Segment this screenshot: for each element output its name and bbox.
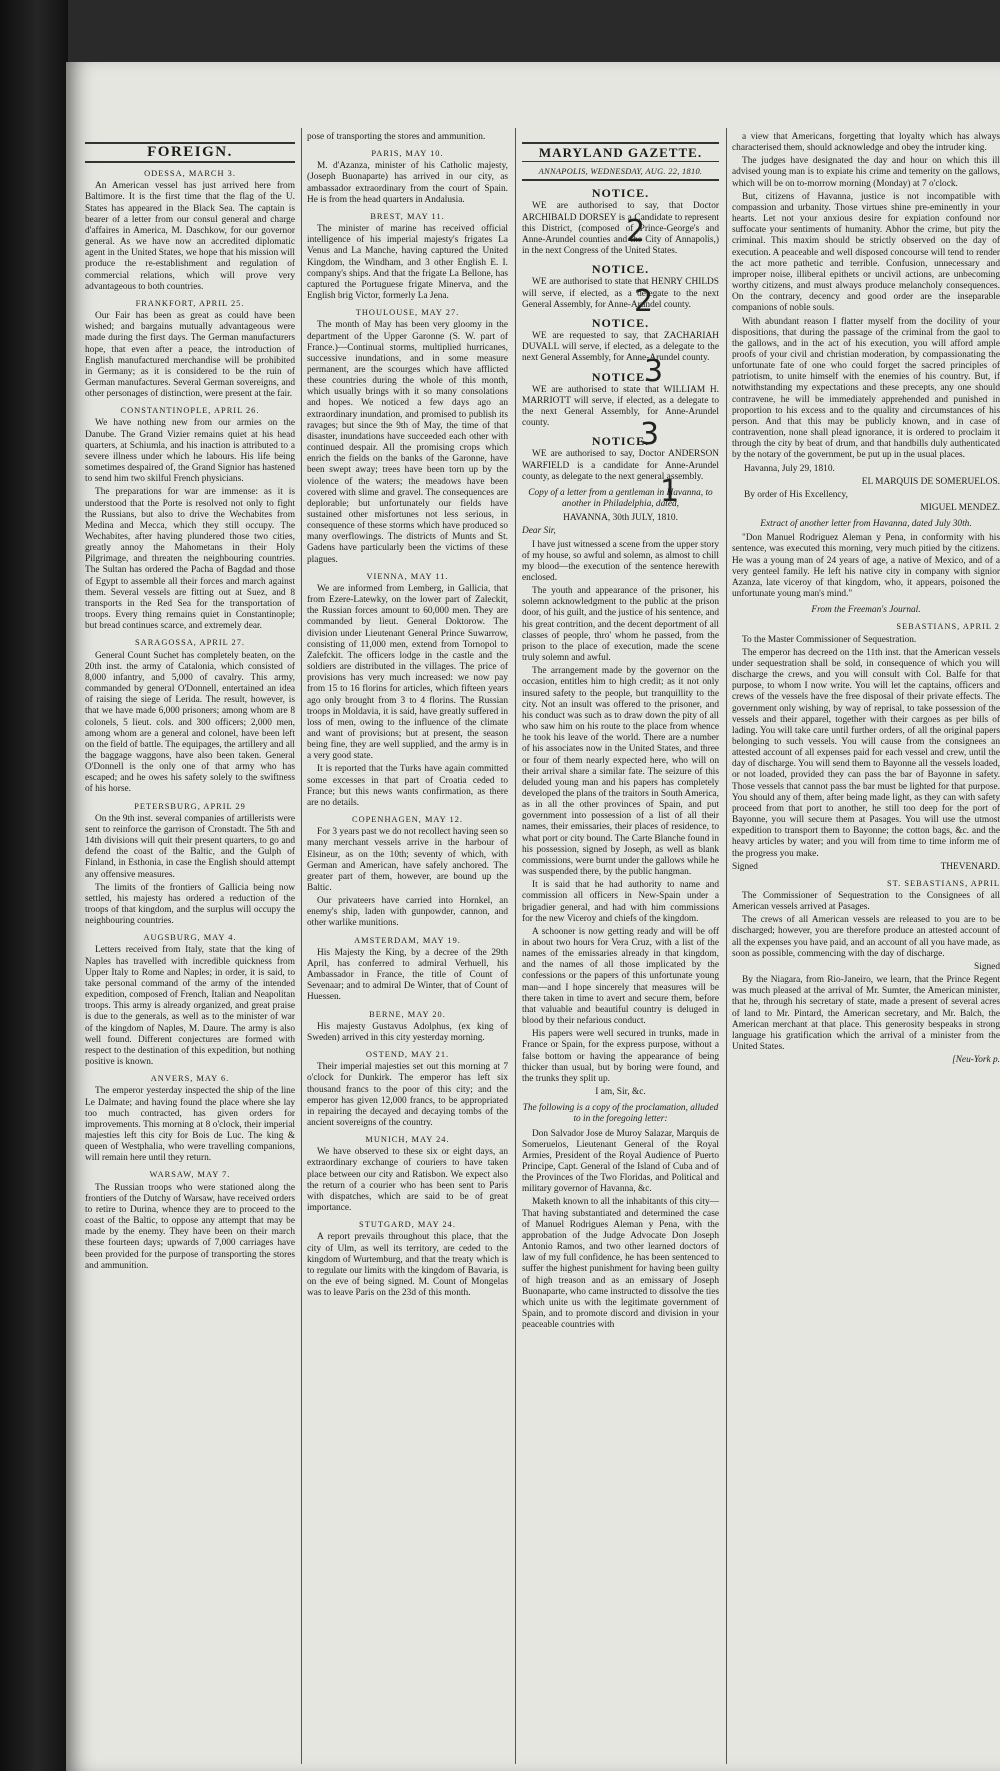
article-paragraph: The month of May has been very gloomy in the department of the Upper Garonne (S. W. part of France.)—Continual storms, multiplied hurricanes, successive inundations, and in some measure permanent, are the scourges which have afflicted these countries during the whole of this month, which usually brings with it so many consolations and hopes. We noticed a few days ago an extraordinary inundation, and promised to publish its ravages; but since the 9th of May, the time of that disaster, inundations have succeeded each other with continued despair. All the promising crops which enrich the fields on the banks of the Garonne, have been swept away; trees have been torn up by the violence of the waters; the meadows have been covered with slime and gravel. The consequences are deplorable; but unfortunately our fields have sustained other misfortunes not less serious, in consequence of these storms which have produced so many overflowings. The districts of Munts and St. Gadens have particularly been the victims of these plagues. [307,320,508,565]
article-dateline: PARIS, MAY 10. [371,149,444,159]
notice-text: WE are authorised to state that WILLIAM H. MARRIOTT will serve, if elected, as a delegate to the next General Assembly, for Anne-Arundel county. [522,384,719,429]
column-rule [515,128,516,1764]
article-paragraph: An American vessel has just arrived here from Baltimore. It is the first time that the flag of the U. States has appeared in the Black Sea. The captain is bearer of a letter from our consul general and charge d'affaires in America, M. Daschkow, for our governor general. As we have now an accredited diplomatic agent in the United States, we hope that his mission will produce the re-establishment and regulation of commercial relations, which will prove very advantageous to both countries. [85,181,295,292]
sebastians-letter-body [732,635,1000,860]
paragraph: The Commissioner of Sequestration to the Consignees of all American vessels arrived at Pasages. [732,891,1000,913]
article-paragraph: The preparations for war are immense: as it is understood that the Porte is resolved not only to fight the Russians, but also to drive the Wechabites from Medina and Mecca, which they still occupy. The Wechabites, after having plundered those two cities, greatly annoy the Mahometans in their Holy Pilgrimage, and threaten the neighbouring countries. The Sultan has ordered the Pacha of Bagdad and those of Egypt to assemble all their forces and march against them. Several vessels are fitting out at Suez, and 8 transports in the Red Sea for the transportation of troops. Every thing remains quiet in Constantinople; but bread continues scarce, and extremely dear. [85,487,295,632]
paragraph: A schooner is now getting ready and will be off in about two hours for Vera Cruz, with a list of the names of the emissaries already in that kingdom, and the names of all those implicated by the confessions or the papers of this unfortunate young man—and I hope sincerely that measures will be there taken in time to avert and secure them, before that valuable and beautiful country is deluged in blood by their nefarious conduct. [522,926,719,1027]
notice-text: WE are requested to say, that ZACHARIAH DUVALL will serve, if elected, as a delegate to the next General Assembly, for Anne-Arundel county. [522,331,719,364]
paragraph: But, citizens of Havanna, justice is not incompatible with compassion and urbanity. Those virtues shine pre-eminently in your hearts. Let not your anxious desire for expiation confound nor suffocate your sentiments of humanity. Abhor the crime, but pity the criminal. This maxim should be strictly observed on the day of execution. A peaceable and well disposed concourse will tend to render the act more pathetic and terrible. Confusion, unnecessary and improper noise, illiberal epithets or uncivil actions, are unbecoming worthy citizens, and must always produce melancholy consequences. On the contrary, decency and good order are the inseparable companions of noble souls. [732,191,1000,314]
article-paragraph: The limits of the frontiers of Gallicia being now settled, his majesty has ordered a reduction of the troops of that kingdom, and the surplus will occupy the neighbouring countries. [85,882,295,927]
newspaper-dateline: ANNAPOLIS, WEDNESDAY, AUG. 22, 1810. [522,166,719,181]
paragraph: To the Master Commissioner of Sequestration. [742,634,917,645]
handwritten-mark: 2 [634,284,654,319]
proclamation-dateline: Havanna, July 29, 1810. [744,463,835,474]
paragraph: Maketh known to all the inhabitants of this city—That having substantiated and determined the case of Manuel Rodrigues Aleman y Pena, with the approbation of the Judge Advocate Don Joseph Antonio Ramos, and two other learned doctors of law of my full confidence, he has been sentenced to suffer the highest punishment for having been guilty of high treason and as an emissary of Joseph Buonaparte, who came instructed to dissolve the ties which unite us with the legitimate government of Spain, and to promote discord and division in your peaceable countries with [522,1197,719,1331]
paragraph: a view that Americans, forgetting that loyalty which has always characterised them, should acknowledge and obey the intruder king. [732,132,1000,154]
column-foreign-continued [307,132,508,1768]
notice-heading: NOTICE. [591,315,650,330]
column-foreign [85,132,295,1768]
article-paragraph: Our privateers have carried into Hornkel, an enemy's ship, laden with gunpowder, cannon, and other warlike munitions. [307,896,508,929]
article-paragraph: A report prevails throughout this place, that the city of Ulm, as well its territory, are ceded to the kingdom of Wurtemburg, and that the treaty which is to regulate our limits with the kingdom of Bavaria, is on the eve of being signed. M. Count of Mongelas was to leave Paris on the 23d of this month. [307,1232,508,1299]
article-dateline: MUNICH, MAY 24. [365,1135,450,1145]
article-paragraph: The Russian troops who were stationed along the frontiers of the Dutchy of Warsaw, have received orders to retire to Durina, whence they are to proceed to the coast of the Baltic, to oppose any attempt that may be made by the enemy. They have been on their march these fourteen days; upwards of 7,000 carriages have been provided for the purpose of transporting the stores and ammunition. [85,1182,295,1271]
proclamation-secretary: MIGUEL MENDEZ. [920,503,1000,513]
article-dateline: FRANKFORT, APRIL 25. [135,298,245,308]
sebastians-heading-2: ST. SEBASTIANS, APRIL [887,878,1000,888]
article-dateline: AMSTERDAM, MAY 19. [354,935,461,945]
article-paragraph: Our Fair has been as great as could have been wished; and bargains mutually advantageous were made during the first days. The German manufacturers hope, that even after a peace, the introduction of English manufactured merchandise will be prohibited in Germany; as it is considered to be the ruin of German manufactures. Several German sovereigns, and other personages of distinction, were present at the fair. [85,311,295,400]
notice-text: WE are authorised to say, Doctor ANDERSON WARFIELD is a candidate for Anne-Arundel county, as delegate to the next general assembly. [522,449,719,482]
column-maryland-gazette [522,132,719,1768]
column-havanna-continued [732,132,1000,1768]
article-dateline: COPENHAGEN, MAY 12. [352,815,463,825]
article-paragraph: We have nothing new from our armies on the Danube. The Grand Vizier remains quiet at his head quarters, at Schiumla, and his inaction is attributed to a severe illness under which he labours. His life being sometimes despaired of, the Grand Signior has hastened to send him two skilful French physicians. [85,418,295,485]
letter-place-date: HAVANNA, 30th JULY, 1810. [563,513,678,524]
niagara-news-body [732,975,1000,1053]
article-dateline: ANVERS, MAY 6. [150,1074,230,1084]
proclamation-heading: The following is a copy of the proclamation, alluded to in the foregoing letter: [522,1103,719,1125]
article-dateline: SARAGOSSA, APRIL 27. [135,638,245,648]
article-dateline: BERNE, MAY 20. [369,1009,446,1019]
freemans-journal-heading: From the Freeman's Journal. [811,605,921,616]
paragraph: The judges have designated the day and hour on which this ill advised young man is to expiate his crime and temerity on the gallows, which will be on to-morrow morning (Monday) at 7 o'clock. [732,156,1000,189]
election-notices [522,188,719,483]
article-paragraph: Letters received from Italy, state that the king of Naples has travelled with incredible quickness from Upper Italy to Rome and Naples; in order, it is said, to take personal command of the army of the intended expedition, composed of French, Italian and Neapolitan troops. This army is already organized, and great praise is due to the generals, as well as to the minister of war of the kingdom of Naples, M. Daure. The army is also well found. Different conjectures are formed with respect to the destination of this expedition, but nothing positive is known. [85,945,295,1068]
proclamation-body [522,1129,719,1332]
article-paragraph: For 3 years past we do not recollect having seen so many merchant vessels arrive in the harbour of Elsineur, as on the 10th; seventy of which, with German and American, have safely anchored. The greater part of them, however, are bound up the Baltic. [307,827,508,893]
sebastians-notice-body [732,891,1000,960]
article-paragraph: His Majesty the King, by a decree of the 29th April, has conferred to admiral Verhuell, his Ambassador in France, the title of Count of Sevenaar; and to admiral De Winter, that of Count of Huessen. [307,947,508,1003]
paragraph: The crews of all American vessels are released to you are to be discharged; however, you are therefore produce an attested account of all the expenses you have paid, and an account of all you have made, as soon as possible, commencing with the day of discharge. [732,915,1000,959]
paragraph: "Don Manuel Rodriguez Aleman y Pena, in conformity with his sentence, was executed this morning, very much pitied by the citizens. He was a young man of 24 years of age, a native of Mexico, and of a very genteel family. He left his native city in company with signior Azanza, late viceroy of that kingdom, who, it appears, poisoned the unfortunate young man's mind." [732,533,1000,600]
extract-heading: Extract of another letter from Havanna, dated July 30th. [760,519,972,530]
paragraph: His papers were well secured in trunks, made in France or Spain, for the express purpose, without a false bottom or having the appearance of being thicker than usual, but by boring were found, and the trunks they split up. [522,1029,719,1084]
handwritten-mark: 2 [626,214,646,249]
notice-heading: NOTICE. [591,262,650,277]
foreign-articles-continued [307,148,508,1299]
handwritten-mark: 3 [640,417,660,452]
article-dateline: CONSTANTINOPLE, APRIL 26. [120,406,260,416]
paragraph: It is said that he had authority to name and commission all officers in New-Spain under a brigadier general, and had with him commissions for the new Viceroy and chiefs of the kingdom. [522,880,719,924]
notice-heading: NOTICE. [591,369,650,384]
article-paragraph: The emperor yesterday inspected the ship of the line Le Dalmate; and having found the place where she lay too much contracted, has given orders for improvements. This morning at 8 o'clock, their imperial majesties left this city for Bois de Luc. The king & queen of Westphalia, who were travelling companions, will remain here until they return. [85,1086,295,1164]
paragraph: By the Niagara, from Rio-Janeiro, we learn, that the Prince Regent was much pleased at the arrival of Mr. Sumter, the American minister, that he, through his secretary of state, made a present of several acres of land to Mr. Pintard, the American secretary, and Mr. Balch, the American merchant at that place. This generosity bespeaks in strong language his gratification which the arrival of a minister from the United States. [732,975,1000,1053]
letter-closing: I am, Sir, &c. [595,1087,646,1098]
letter-heading: Copy of a letter from a gentleman in Havanna, to another in Philadelphia, dated, [528,487,713,510]
notice-text: WE are authorised to state that HENRY CHILDS will serve, if elected, as a delegate to the next General Assembly, for Anne-Arundel county. [522,277,719,310]
article-paragraph: General Count Suchet has completely beaten, on the 20th inst. the army of Catalonia, which consisted of 8,000 infantry, and 5,000 of cavalry. This army, commanded by general O'Donnell, entertained an idea of raising the siege of Lerida. The result, however, is that we have made 6,000 prisoners; among whom are 8 colonels, 5 lieut. cols. and 300 officers; 2,000 men, among whom are a general and colonel, have been left on the field of battle. The equipages, the artillery and all the baggage waggons, have also been taken. General O'Donnell is the only one of that army who has escaped; and he owes his safety solely to the swiftness of his horse. [85,650,295,795]
signed-label: Signed THEVENARD. [732,861,1000,872]
article-paragraph: His majesty Gustavus Adolphus, (ex king of Sweden) arrived in this city yesterday morning. [307,1021,508,1043]
handwritten-mark: 1 [660,474,680,509]
signed-label-2: Signed [974,961,1000,972]
notice-heading: NOTICE. [591,434,650,449]
column-rule [726,128,727,1764]
newspaper-page [66,62,1000,1771]
article-dateline: AUGSBURG, MAY 4. [143,933,237,943]
article-paragraph: Their imperial majesties set out this morning at 7 o'clock for Dunkirk. The emperor has left six thousand francs to the poor of this city; and the emperor has given 12,000 francs, to be appropriated in repairing the decayed and decaying tombs of the ancient sovereigns of the country. [307,1062,508,1128]
article-paragraph: It is reported that the Turks have again committed some excesses in that part of Croatia ceded to France; but this news wants confirmation, as there are no details. [307,764,508,808]
article-paragraph: We are informed from Lemberg, in Gallicia, that from Ezere-Latewky, on the lower part of Zaleckit, the Russian forces amount to 60,000 men. They are commanded by lieut. General Doktorow. The division under Lieutenant General Prince Suwarrow, consisting of 11,000 men, extend from Tornopol to Zalefckit. The officers lodge in the castle and the soldiers are distributed in the villages. The price of provisions has very much increased: we now pay from 15 to 16 florins for articles, which fifteen years ago only brought from 3 to 4 florins. The Russian troops in Moldavia, it is said, have greatly suffered in loss of men, owing to the influence of the climate and want of provisions; but at present, the season being fine, they are well supplied, and the army is in a very good state. [307,583,508,762]
article-paragraph: M. d'Azanza, minister of his Catholic majesty, (Joseph Buonaparte) has arrived in our city, as ambassador extraordinary from the court of Spain. He is from the head quarters in Andalusia. [307,161,508,205]
section-title-foreign: FOREIGN. [85,142,295,163]
article-dateline: BREST, MAY 11. [370,211,445,221]
book-binding [0,0,68,1771]
continued-fragment: pose of transporting the stores and ammunition. [307,132,486,142]
proclamation-order-line: By order of His Excellency, [744,489,848,500]
article-paragraph: The minister of marine has received official intelligence of his imperial majesty's frigates La Venus and La Manche, having captured the United Kingdom, the Windham, and 3 other English E. I. company's ships. And that the frigate La Bellone, has captured the Portuguese frigate Minerva, and the English brig Victor, formerly La Jena. [307,224,508,302]
article-dateline: OSTEND, MAY 21. [365,1050,450,1060]
paragraph: I have just witnessed a scene from the upper story of my house, so awful and solemn, as almost to chill my blood—the execution of the sentence herewith enclosed. [522,539,719,583]
handwritten-mark: 3 [644,354,664,389]
sebastians-heading: SEBASTIANS, APRIL 2 [896,622,1000,632]
paragraph: Don Salvador Jose de Muroy Salazar, Marquis de Someruelos, Lieutenant General of the Royal Armies, President of the Royal Audience of Puerto Principe, Capt. General of the Island of Cuba and of the Provinces of the Two Floridas, and Political and military governor of Havanna, &c. [522,1128,719,1195]
proclamation-signature: EL MARQUIS DE SOMERUELOS. [861,476,1000,487]
notice-heading: NOTICE. [591,186,650,201]
column-rule [301,128,302,1764]
article-paragraph: On the 9th inst. several companies of artillerists were sent to reinforce the garrison of Cronstadt. The 5th and 14th divisions will quit their present quarters, to go and defend the coast of the Baltic, and the Gulph of Finland, in Esthonia, in case the English should attempt any offensive measures. [85,813,295,880]
newspaper-title: MARYLAND GAZETTE. [522,142,719,162]
article-dateline: VIENNA, MAY 11. [366,571,449,581]
foreign-articles [85,168,295,1272]
proclamation-continued [732,132,1000,462]
paragraph: The youth and appearance of the prisoner, his solemn acknowledgment to the public at the prison door, of his guilt, and the justice of his sentence, and his great contrition, and the decent deportment of all classes of people, thro' whom he passed, from the prison to the place of execution, made the scene truly solemn and awful. [522,586,719,664]
paragraph: The arrangement made by the governor on the occasion, entitles him to high credit; as it not only insured safety to the people, but tranquillity to the city. Not an insult was offered to the prisoner, and his conduct was such as to draw down the pity of all who saw him on his route to the place from whence he took his leave of the world. There are a number of his associates now in the United States, and three or four of them nearly expected here, who will on their arrival share a similar fate. The seizure of this deluded young man and his papers has completely developed the plans of the traitors in South America, as in all the other provinces of Spain, and put government into possession of a list of all their names, their emissaries, their places of residence, to what port or city bound. The Carte Blanche found in his possession, signed by Joseph, as well as blank commissions, were burnt under the gallows while he was suspended there, by the public hangman. [522,666,719,878]
article-dateline: STUTGARD, MAY 24. [359,1220,456,1230]
article-dateline: PETERSBURG, APRIL 29 [134,801,246,811]
letter-salutation: Dear Sir, [522,526,556,537]
notice-text: WE are authorised to say, that Doctor ARCHIBALD DORSEY is a Candidate to represent this District, (composed of Prince-George's and Anne-Arundel counties and the City of Annapolis,) in the next Congress of the United States. [522,201,719,257]
paragraph: The emperor has decreed on the 11th inst. that the American vessels under sequestration shall be sold, in consequence of which you will discharge the crews, and you will consult with Col. Balfe for that purpose, to whom I now write. You will let the captains, officers and crews of the vessels have the free disposal of their private effects. The government only wishing, by way of reprisal, to take possession of the vessels and their apparel, together with their cargoes as per bills of lading. You will take care until further orders, of all the original papers belonging to such vessels. You will cause from the consignees an attested account of all expenses paid for each vessel and crew, until the day of discharge. You will send them to Bayonne all the vessels loaded, or not loaded, provided they can pass the bar of Bayonne in safety. Those vessels that cannot pass the bar must be lighted for that purpose. You should any of them, after being made light, as they can with safety proceed from that port to another, he still too deep for the port of Bayonne, you will secure them at Pasages. You will use the utmost expedition to transport them to Bayonne; the cotton bags, &c. and the heavy articles by water; and you will from time to time inform me of the progress you make. [732,647,1000,859]
article-dateline: THOULOUSE, MAY 27. [355,308,460,318]
paragraph: With abundant reason I flatter myself from the docility of your dispositions, that during the passage of the criminal from the gaol to the gallows, and in the act of his execution, you will afford ample proofs of your civil and christian moderation, by compassionating the unfortunate fate of one who could forget the sacred principles of patriotism, to unite himself with the enemies of his country. But, if notwithstanding my expectations and these precepts, any one should contravene, he will be immediately apprehended and punished in proportion to his excess and to the quality and circumstances of his person. And that this may be publicly known, and in case of contravention, none shall plead ignorance, it is ordered to proclaim it through the city by beat of drum, and that handbills duly authenticated by the notary of the government, be put up in the usual places. [732,316,1000,461]
source-credit: [Neu-York p. [952,1055,1000,1066]
letter-body [522,540,719,1086]
article-dateline: ODESSA, MARCH 3. [144,169,236,179]
extract-body [732,533,1000,600]
article-paragraph: We have observed to these six or eight days, an extraordinary exchange of couriers to have taken place between our city and Ratisbon. We expect also the return of a courier who has been sent to Paris with dispatches, which are said to be of great importance. [307,1147,508,1214]
article-dateline: WARSAW, MAY 7. [149,1170,231,1180]
